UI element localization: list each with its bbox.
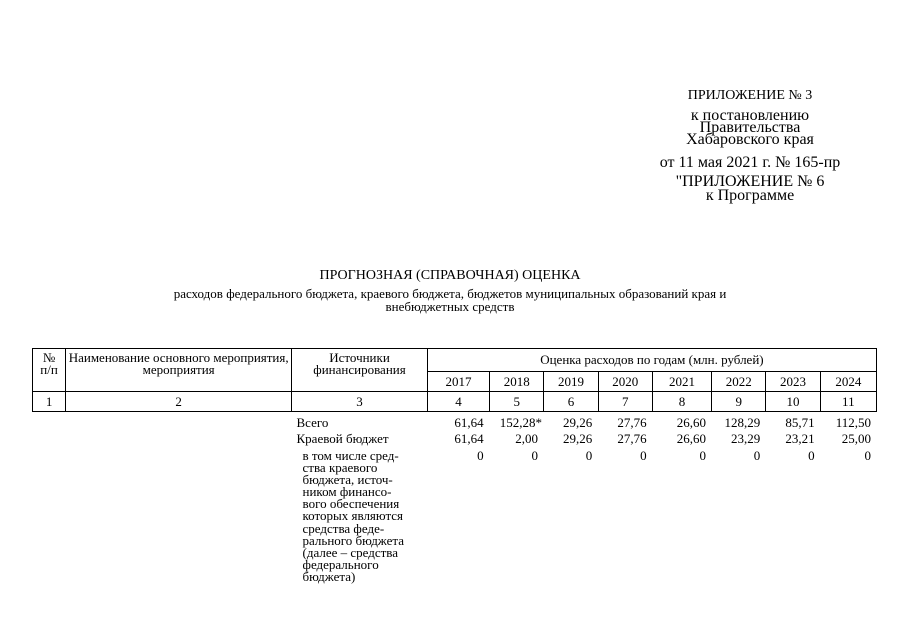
row-label: Краевой бюджет [296, 431, 389, 446]
column-number: 11 [820, 392, 876, 412]
appendix-reference [640, 107, 860, 148]
value-cell: 0 [640, 448, 647, 463]
appendix-program-title: "ПРИЛОЖЕНИЕ № 6 [675, 173, 825, 190]
year-cell: 2018 [490, 372, 544, 392]
value-cell: 0 [753, 448, 761, 463]
value-cell: 0 [585, 448, 593, 463]
year-cell: 2020 [598, 372, 652, 392]
table-row [32, 433, 877, 450]
year-cell: 2024 [820, 372, 876, 392]
column-number: 2 [66, 392, 292, 412]
value-cell: 0 [808, 448, 815, 463]
page-subtitle-line1: расходов федерального бюджета, краевого бюджета, бюджетов муниципальных образований края и [173, 286, 727, 301]
year-cell: 2023 [766, 372, 820, 392]
column-number: 9 [712, 392, 766, 412]
value-cell: 27,76 [617, 431, 647, 446]
appendix-block [640, 90, 860, 102]
appendix-line: к постановлению [690, 107, 810, 124]
value-cell: 27,76 [617, 415, 647, 430]
value-cell: 25,00 [841, 431, 871, 446]
value-cell: 2,00 [515, 431, 538, 446]
appendix-title: ПРИЛОЖЕНИЕ № 3 [687, 88, 813, 103]
column-number: 1 [33, 392, 66, 412]
column-number: 10 [766, 392, 820, 412]
value-cell: 0 [531, 448, 538, 463]
header-estimate: Оценка расходов по годам (млн. рублей) [427, 349, 876, 372]
year-cell: 2017 [427, 372, 489, 392]
year-cell: 2021 [652, 372, 711, 392]
value-cell: 0 [699, 448, 706, 463]
value-cell: 0 [477, 448, 484, 463]
row-label: Всего [296, 415, 329, 430]
header-name: Наименование основного мероприятия, мероприятия [66, 349, 292, 392]
appendix-line: Правительства [699, 119, 801, 136]
column-number: 8 [652, 392, 711, 412]
header-table [32, 348, 877, 412]
year-cell: 2019 [544, 372, 598, 392]
value-cell: 26,60 [676, 415, 706, 430]
value-cell: 61,64 [454, 415, 484, 430]
page-title: ПРОГНОЗНАЯ (СПРАВОЧНАЯ) ОЦЕНКА [319, 268, 581, 283]
column-number: 5 [490, 392, 544, 412]
column-number: 4 [427, 392, 489, 412]
value-cell: 85,71 [785, 415, 815, 430]
table-row [32, 450, 877, 583]
column-number: 6 [544, 392, 598, 412]
value-cell: 61,64 [454, 431, 484, 446]
value-cell: 26,60 [676, 431, 706, 446]
page-subtitle-line2: внебюджетных средств [385, 299, 515, 314]
document-title [110, 268, 790, 313]
row-label-note: в том числе сред- ства краевого бюджета, источ- ником финансо- вого обеспечения которых являются средства феде- рального бюджета (далее – средства федерального бюджета) [302, 448, 405, 584]
appendix-date: от 11 мая 2021 г. № 165-пр [659, 154, 841, 171]
value-cell: 152,28* [499, 415, 542, 430]
year-cell: 2022 [712, 372, 766, 392]
column-number: 3 [292, 392, 428, 412]
appendix-line: Хабаровского края [686, 131, 814, 148]
value-cell: 112,50 [835, 415, 871, 430]
value-cell: 0 [864, 448, 871, 463]
value-cell: 29,26 [563, 431, 593, 446]
value-cell: 23,21 [785, 431, 815, 446]
data-table [32, 415, 877, 583]
header-sources: Источники финансирования [292, 349, 428, 392]
value-cell: 128,29 [724, 415, 761, 430]
column-number: 7 [598, 392, 652, 412]
header-num: № п/п [33, 349, 66, 392]
value-cell: 29,26 [563, 415, 593, 430]
appendix-program-ref: к Программе [705, 187, 795, 204]
value-cell: 23,29 [731, 431, 761, 446]
